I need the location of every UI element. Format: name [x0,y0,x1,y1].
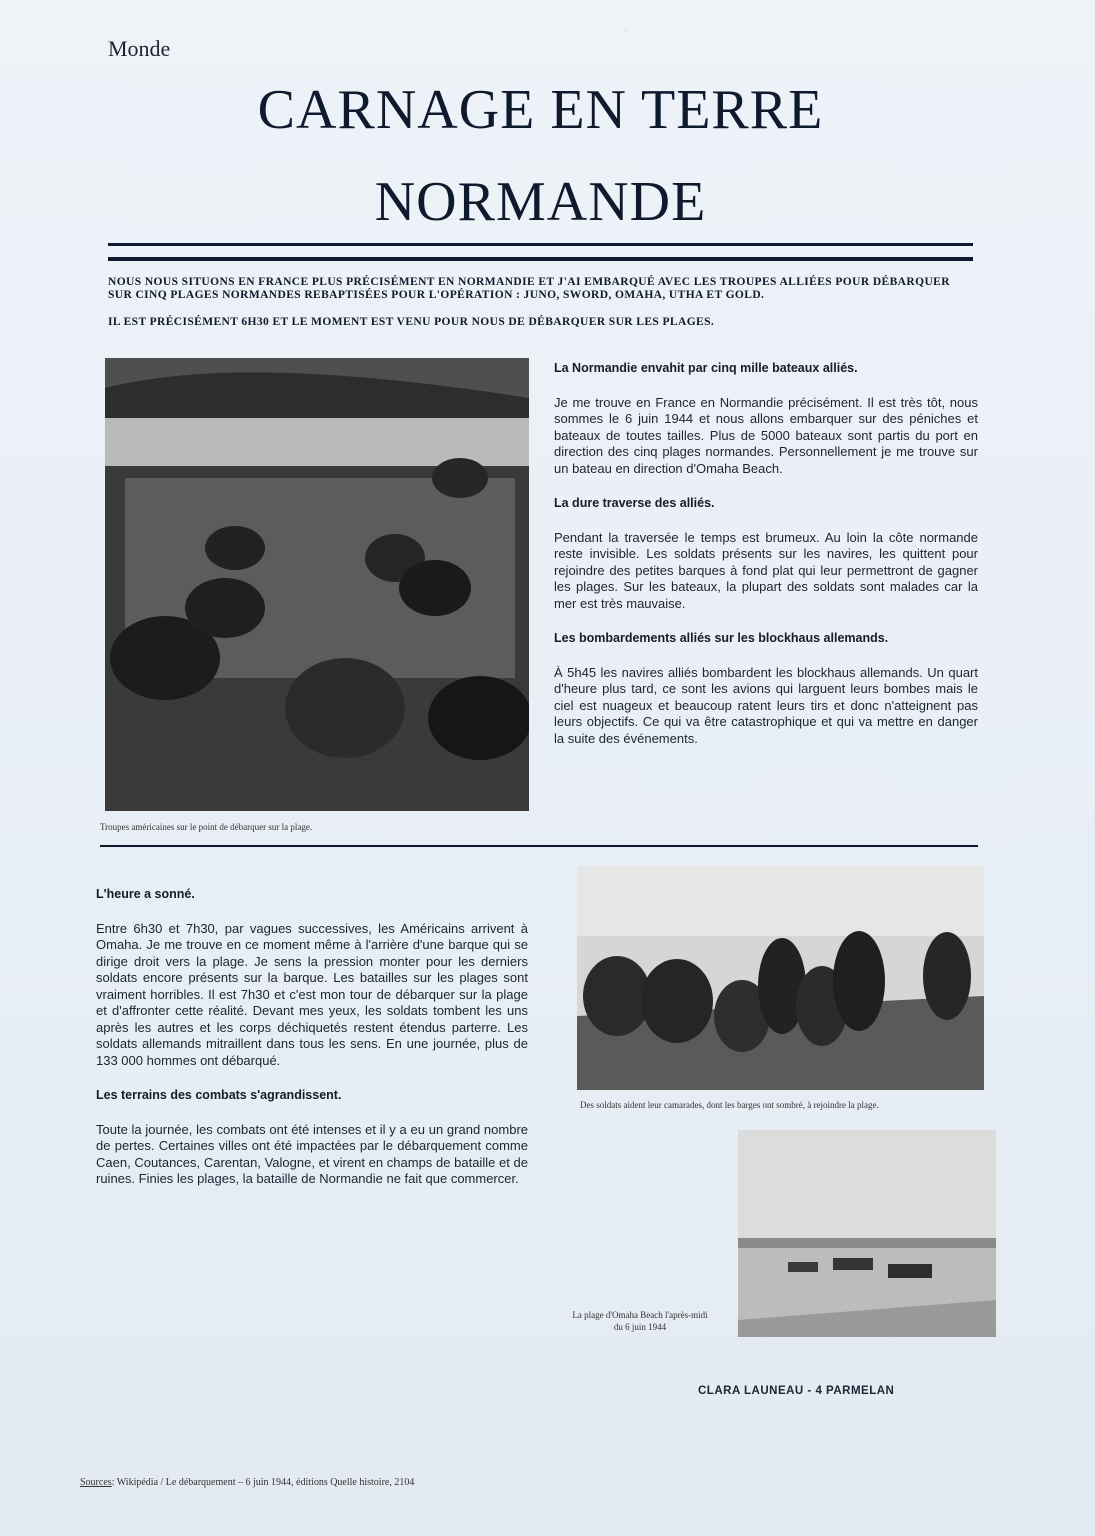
soldiers-rescue-caption: Des soldats aident leur camarades, dont les barges ont sombré, à rejoindre la plage. [580,1100,879,1110]
paragraph-bombing: À 5h45 les navires alliés bombardent les blockhaus allemands. Un quart d'heure plus tard, ce sont les avions qui larguent leurs bombes mais le ciel est nuageux et beaucoup ratent leurs tirs et donc n'atteignent pas leurs objectifs. Ce qui va être catastrophique et qui va mettre en danger la suite des événements. [554,664,978,746]
headline-rule-top [108,243,973,246]
heading-crossing: La dure traverse des alliés. [554,496,715,510]
omaha-beach-caption-l2: du 6 juin 1944 [613,1322,667,1332]
omaha-beach-caption-l1: La plage d'Omaha Beach l'après-midi [572,1310,708,1320]
omaha-beach-photo [738,1130,996,1337]
author-byline: CLARA LAUNEAU - 4 PARMELAN [698,1385,895,1397]
left-column [96,886,528,1206]
intro-paragraph: NOUS NOUS SITUONS EN FRANCE PLUS PRÉCISÉMENT EN NORMANDIE ET J'AI EMBARQUÉ AVEC LES TROUPES ALLIÉES POUR DÉBARQUER SUR CINQ PLAGES NORMANDES REBAPTISÉES POUR L'OPÉRATION : JUNO, SWORD, OMAHA, UTHA ET GOLD. [108,276,950,301]
sources-label: Sources [80,1477,112,1488]
headline-line1: CARNAGE EN TERRE [257,79,824,141]
sources-line [80,1477,414,1488]
headline-rule-bottom [108,257,973,261]
paragraph-invasion: Je me trouve en France en Normandie précisément. Il est très tôt, nous sommes le 6 juin 1944 et nous allons embarquer sur des péniches et bateaux de toutes tailles. Plus de 5000 bateaux sont partis du port en direction des cinq plages normandes. Personnellement je me trouve sur un bateau en direction d'Omaha Beach. [554,394,978,476]
section-label: Monde [108,36,171,61]
soldiers-rescue-photo [577,866,984,1090]
bleed-through-watermark: · [618,9,632,47]
heading-bombing: Les bombardements alliés sur les blockhaus allemands. [554,631,889,645]
heading-invasion: La Normandie envahit par cinq mille bateaux alliés. [554,361,858,375]
paragraph-hour: Entre 6h30 et 7h30, par vagues successives, les Américains arrivent à Omaha. Je me trouve en ce moment même à l'arrière d'une barque qui se dirige droit vers la plage. Je sens la pression monter pour les derniers soldats encore présents sur la barque. Les batailles sur les plages sont vraiment horribles. Il est 7h30 et c'est mon tour de débarquer sur la plage et d'affronter cette réalité. Devant mes yeux, les soldats tombent les uns après les autres et les corps déchiquetés restent étendus parterre. Les soldats allemands mitraillent dans tous les sens. En une journée, plus de 133 000 hommes ont débarqué. [96,920,528,1068]
intro-time: IL EST PRÉCISÉMENT 6H30 ET LE MOMENT EST VENU POUR NOUS DE DÉBARQUER SUR LES PLAGES. [108,316,715,328]
mid-divider [100,845,978,847]
paragraph-crossing: Pendant la traversée le temps est brumeux. Au loin la côte normande reste invisible. Les soldats présents sur les navires, les quittent pour rejoindre des petites barques à fond plat qui leur permettront de gagner les plages. Sur les bateaux, la plupart des soldats sont malades car la mer est très mauvaise. [554,529,978,611]
landing-craft-caption: Troupes américaines sur le point de débarquer sur la plage. [100,822,313,832]
right-column [554,360,978,765]
paragraph-terrains: Toute la journée, les combats ont été intenses et il y a eu un grand nombre de pertes. Certaines villes ont été impactées par le débarquement comme Caen, Coutances, Carentan, Valogne, et virent en champs de bataille et de ruines. Finies les plages, la bataille de Normandie ne fait que commercer. [96,1121,528,1186]
heading-hour: L'heure a sonné. [96,887,195,901]
sources-text: : Wikipédia / Le débarquement – 6 juin 1944, éditions Quelle histoire, 2104 [111,1477,415,1488]
heading-terrains: Les terrains des combats s'agrandissent. [96,1088,342,1102]
headline-line2: NORMANDE [374,171,707,233]
landing-craft-photo [105,358,529,811]
